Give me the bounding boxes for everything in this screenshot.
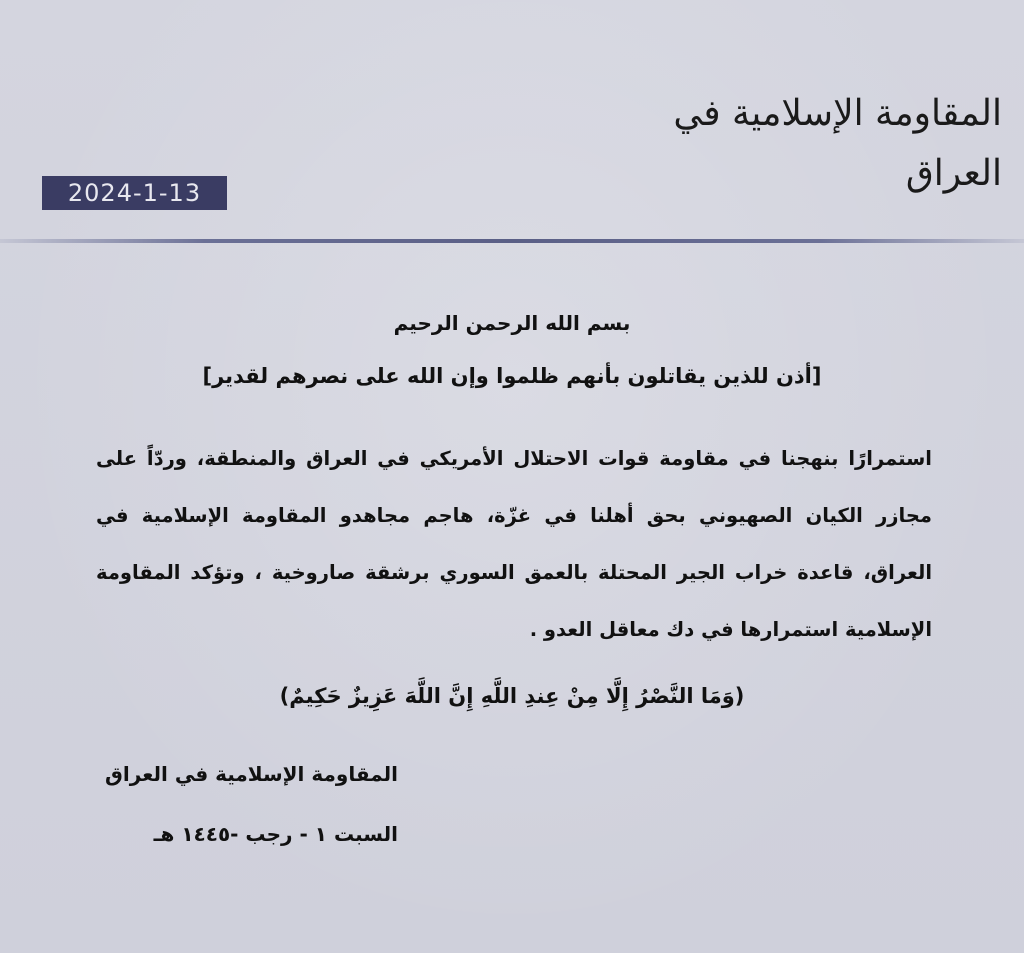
closing-verse: (وَمَا النَّصْرُ إِلَّا مِنْ عِندِ اللَّهِ إِنَّ اللَّهَ عَزِيزٌ حَكِيمٌ) [279,684,745,708]
date-badge: 2024-1-13 [42,176,227,210]
opening-verse: [أذن للذين يقاتلون بأنهم ظلموا وإن الله على نصرهم لقدير] [202,364,822,388]
header-divider [0,239,1024,243]
basmala: بسم الله الرحمن الرحيم [393,311,631,335]
hijri-date: السبت ١ - رجب -١٤٤٥ هـ [153,822,398,846]
signature: المقاومة الإسلامية في العراق [105,762,398,786]
brand-logo-title: المقاومة الإسلامية في العراق [673,93,1002,194]
statement-body: استمرارًا بنهجنا في مقاومة قوات الاحتلال الأمريكي في العراق والمنطقة، وردّاً على مجازر الكيان الصهيوني بحق أهلنا في غزّة، هاجم مجاهدو المقاومة الإسلامية في العراق، قاعدة خراب الجير المحتلة بالعمق السوري برشقة صاروخية ، وتؤكد المقاومة الإسلامية استمرارها في دك معاقل العدو . [96,447,932,641]
